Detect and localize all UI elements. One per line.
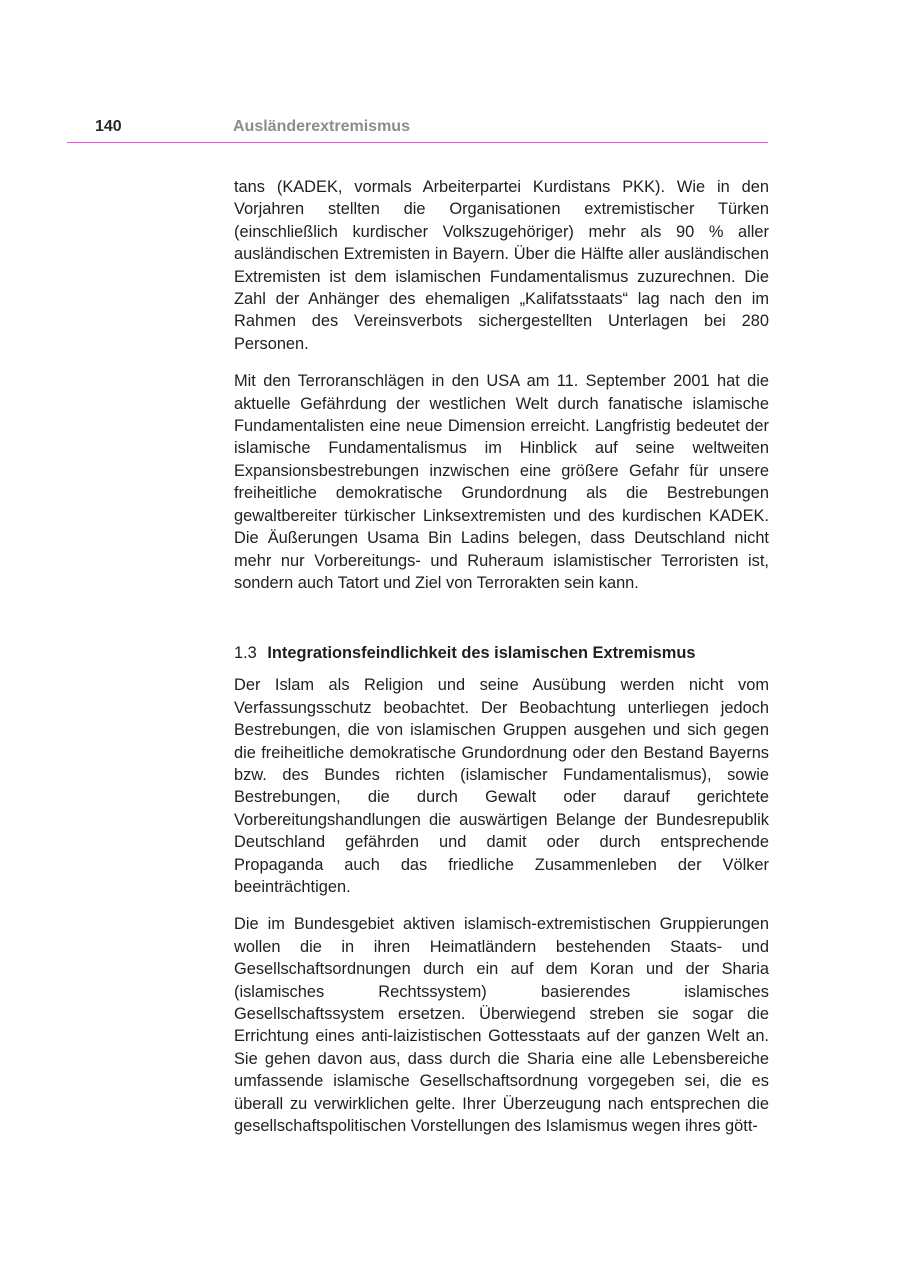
section-title: Integrationsfeindlichkeit des islamischen Extremismus <box>267 644 696 663</box>
running-title: Ausländerextremismus <box>233 118 410 135</box>
paragraph: tans (KADEK, vormals Arbeiterpartei Kurdistans PKK). Wie in den Vorjahren stellten die Organisationen extremistischer Türken (einschließlich kurdischer Volkszugehöriger) mehr als 90 % aller ausländischen Extremisten in Bayern. Über die Hälfte aller ausländischen Extremisten ist dem islamischen Fundamentalismus zuzurechnen. Die Zahl der Anhänger des ehemaligen „Kalifatsstaats“ lag nach den im Rahmen des Vereinsverbots sichergestellten Unterlagen bei 280 Personen. <box>234 178 769 353</box>
page-header <box>67 116 768 143</box>
section-number: 1.3 <box>234 644 257 663</box>
body-text <box>234 176 769 1137</box>
paragraph: Die im Bundesgebiet aktiven islamisch-extremistischen Gruppierungen wollen die in ihren Heimatländern bestehenden Staats- und Gesellschaftsordnungen durch ein auf dem Koran und der Sharia (islamisches Rechtssystem) basierendes islamisches Gesellschaftssystem ersetzen. Überwiegend streben sie sogar die Errichtung eines anti-laizistischen Gottesstaats auf der ganzen Welt an. Sie gehen davon aus, dass durch die Sharia eine alle Lebensbereiche umfassende islamische Gesellschaftsordnung vorgegeben sei, die es überall zu verwirklichen gelte. Ihrer Überzeugung nach entsprechen die gesellschaftspolitischen Vorstellungen des Islamismus wegen ihres gött- <box>234 915 769 1136</box>
paragraph: Mit den Terroranschlägen in den USA am 11. September 2001 hat die aktuelle Gefährdung der westlichen Welt durch fanatische islamische Fundamentalisten eine neue Dimension erreicht. Langfristig bedeutet der islamische Fundamentalismus im Hinblick auf seine weltweiten Expansionsbestrebungen inzwischen eine größere Gefahr für unsere freiheitliche demokratische Grundordnung als die Bestrebungen gewaltbereiter türkischer Linksextremisten und des kurdischen KADEK. Die Äußerungen Usama Bin Ladins belegen, dass Deutschland nicht mehr nur Vorbereitungs- und Ruheraum islamistischer Terroristen ist, sondern auch Tatort und Ziel von Terrorakten sein kann. <box>234 372 769 592</box>
paragraph: Der Islam als Religion und seine Ausübung werden nicht vom Verfassungsschutz beobachtet. Der Beobachtung unterliegen jedoch Bestrebungen, die von islamischen Gruppen ausgehen und sich gegen die freiheitliche demokratische Grundordnung oder den Bestand Bayerns bzw. des Bundes richten (islamischer Fundamentalismus), sowie Bestrebungen, die durch Gewalt oder darauf gerichtete Vorbereitungshandlungen die auswärtigen Belange der Bundesrepublik Deutschland gefährden und damit oder durch entsprechende Propaganda auch das friedliche Zusammenleben der Völker beeinträchtigen. <box>234 676 769 896</box>
page-number: 140 <box>95 118 122 135</box>
section-heading <box>234 642 769 664</box>
